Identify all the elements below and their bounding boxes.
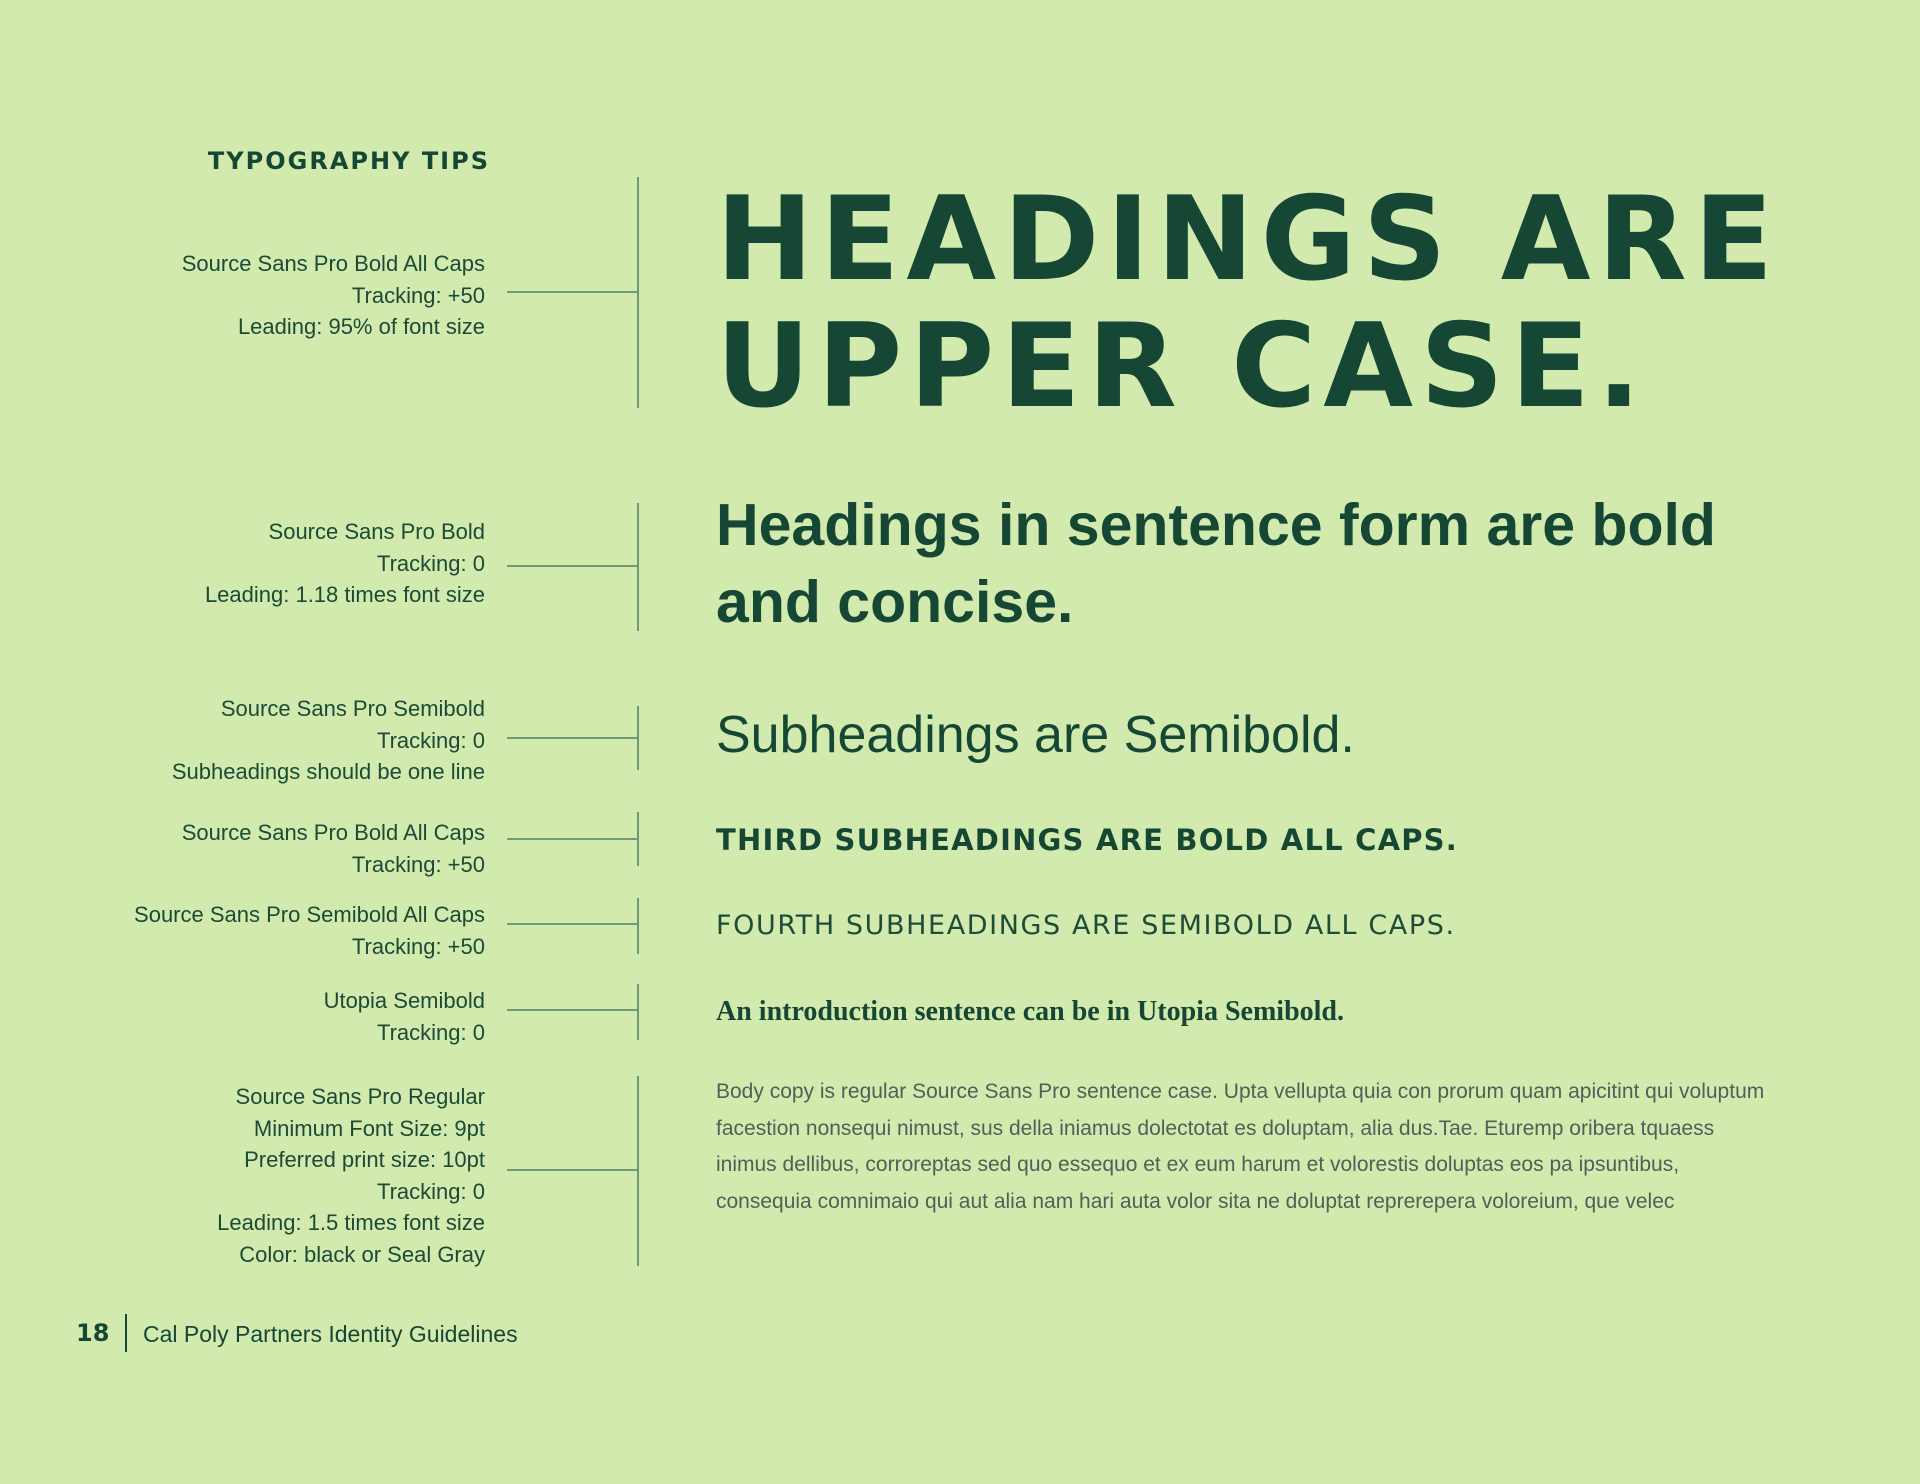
spec-line: Preferred print size: 10pt: [244, 1147, 485, 1173]
footer-divider: [125, 1314, 127, 1352]
bracket-line: [637, 898, 639, 954]
spec-line: Source Sans Pro Bold All Caps: [181, 251, 485, 276]
sample-third-subheading: THIRD SUBHEADINGS ARE BOLD ALL CAPS.: [716, 823, 1458, 857]
spec-line: Source Sans Pro Bold All Caps: [181, 820, 485, 845]
connector-line: [507, 565, 638, 567]
spec-subheading: [60, 693, 485, 788]
spec-heading-upper: [60, 248, 485, 343]
sample-intro-sentence: An introduction sentence can be in Utopia Semibold.: [716, 996, 1344, 1027]
spec-line: Source Sans Pro Semibold: [220, 696, 485, 721]
spec-third-subheading: [60, 817, 485, 880]
spec-line: Color: black or Seal Gray: [239, 1241, 485, 1267]
spec-line: Utopia Semibold: [323, 988, 485, 1013]
spec-line: Tracking: +50: [351, 933, 485, 959]
spec-line: Subheadings should be one line: [171, 759, 485, 785]
sample-heading-sentence: [716, 487, 1716, 641]
bracket-line: [637, 812, 639, 866]
spec-line: Leading: 95% of font size: [237, 314, 485, 340]
spec-line: Tracking: +50: [351, 851, 485, 877]
sample-fourth-subheading: FOURTH SUBHEADINGS ARE SEMIBOLD ALL CAPS.: [716, 910, 1456, 941]
sample-subheading: Subheadings are Semibold.: [716, 706, 1355, 764]
bracket-line: [637, 984, 639, 1040]
section-title: TYPOGRAPHY TIPS: [207, 147, 490, 175]
spec-line: Source Sans Pro Bold: [268, 519, 485, 544]
sample-line: Headings in sentence form are bold: [716, 492, 1716, 558]
spec-line: Leading: 1.5 times font size: [217, 1210, 485, 1236]
sample-line: and concise.: [716, 569, 1074, 635]
spec-body: [60, 1081, 485, 1271]
spec-line: Tracking: 0: [376, 1178, 485, 1204]
bracket-line: [637, 706, 639, 770]
page-number: 18: [76, 1319, 110, 1347]
spec-line: Tracking: 0: [376, 727, 485, 753]
connector-line: [507, 1169, 638, 1171]
connector-line: [507, 923, 638, 925]
spec-line: Tracking: +50: [351, 282, 485, 308]
spec-line: Tracking: 0: [376, 1019, 485, 1045]
sample-body-copy: Body copy is regular Source Sans Pro sentence case. Upta vellupta quia con prorum quam apicitint qui voluptum facestion nonsequi nimust, sus della iniamus dolectotat es doluptam, alia dus.Tae. Eturemp oribera tquaess inimus dellibus, corroreptas sed quo essequo et ex eum harum et volorestis doluptas eos pa ipsuntibus, consequia comnimaio qui aut alia nam hari auta volor sita ne doluptat reprerepera voloreium, que velec: [716, 1080, 1765, 1213]
spec-heading-sentence: [60, 516, 485, 611]
bracket-line: [637, 177, 639, 408]
footer-title: Cal Poly Partners Identity Guidelines: [143, 1321, 518, 1347]
connector-line: [507, 838, 638, 840]
spec-line: Leading: 1.18 times font size: [204, 582, 485, 608]
connector-line: [507, 291, 638, 293]
spec-intro: [60, 985, 485, 1048]
connector-line: [507, 1009, 638, 1011]
sample-line: HEADINGS ARE: [716, 172, 1781, 307]
bracket-line: [637, 1076, 639, 1266]
bracket-line: [637, 503, 639, 631]
spec-line: Source Sans Pro Regular: [235, 1084, 485, 1109]
sample-line: UPPER CASE.: [716, 299, 1648, 434]
spec-line: Tracking: 0: [376, 550, 485, 576]
sample-heading-upper: [716, 172, 1781, 434]
connector-line: [507, 737, 638, 739]
spec-line: Minimum Font Size: 9pt: [253, 1115, 485, 1141]
spec-fourth-subheading: [60, 899, 485, 962]
spec-line: Source Sans Pro Semibold All Caps: [134, 902, 485, 927]
